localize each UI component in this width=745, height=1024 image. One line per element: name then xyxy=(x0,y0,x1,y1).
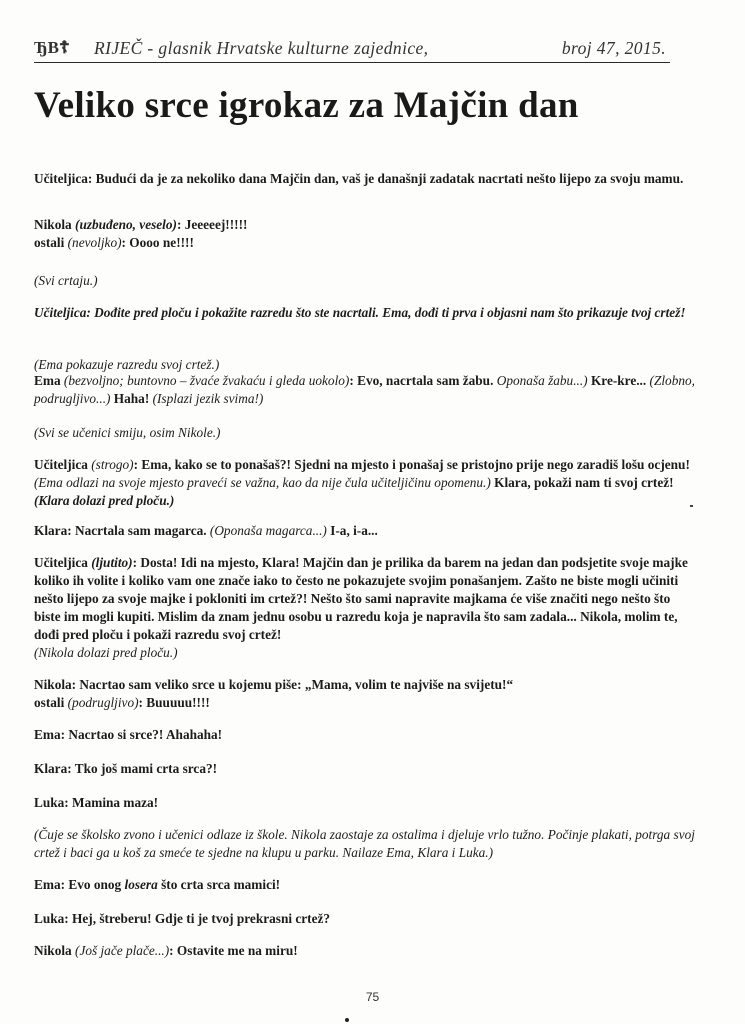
stage-direction: (uzbuđeno, veselo) xyxy=(75,217,177,232)
speaker-ema: Ema xyxy=(34,373,64,388)
page-number: 75 xyxy=(365,990,380,1004)
stage-direction: (Klara dolazi pred ploču.) xyxy=(34,493,175,508)
dialogue-text: : Buuuuu!!!! xyxy=(138,695,210,710)
dialogue-text: Kre-kre... xyxy=(590,373,650,388)
stage-direction: (bezvoljno; buntovno – žvaće žvakaću i gleda uokolo) xyxy=(63,373,350,388)
stage-direction: Oponaša žabu...) xyxy=(496,373,588,388)
line-ema-loser xyxy=(34,876,700,894)
line-klara-hearts: Klara: Tko još mami crta srca?! xyxy=(34,761,218,776)
dialogue-text: Klara, pokaži nam ti svoj crtež! xyxy=(494,475,674,490)
stage-direction: (Još jače plače...) xyxy=(75,943,170,958)
stage-direction-laughing: (Svi se učenici smiju, osim Nikole.) xyxy=(34,425,221,440)
speaker-teacher: Učiteljica xyxy=(34,555,92,570)
stage-direction: (Isplazi jezik svima!) xyxy=(152,391,264,406)
speaker-teacher: Učiteljica xyxy=(34,457,92,472)
emphasized-word: losera xyxy=(124,877,158,892)
line-others-reluctant xyxy=(34,234,700,252)
speaker-others: ostali xyxy=(34,695,68,710)
publication-name: RIJEČ - glasnik Hrvatske kulturne zajednice, xyxy=(94,38,429,58)
stage-direction-ema-shows: (Ema pokazuje razredu svoj crtež.) xyxy=(34,357,220,372)
stage-direction: (nevoljko) xyxy=(67,235,122,250)
stage-direction: (ljutito) xyxy=(91,555,133,570)
speaker-others: ostali xyxy=(34,235,68,250)
paragraph-teacher-angry xyxy=(34,554,700,644)
paragraph-klara-donkey xyxy=(34,522,700,540)
paragraph-teacher-call: Učiteljica: Dođite pred ploču i pokažite razredu što ste nacrtali. Ema, dođi ti prva i objasni nam što prikazuje tvoj crtež! xyxy=(34,305,686,320)
dialogue-text: Ema: Evo onog xyxy=(34,877,125,892)
stage-direction: (Oponaša magarca...) xyxy=(209,523,331,538)
line-luka-nerd: Luka: Hej, štreberu! Gdje ti je tvoj prekrasni crtež? xyxy=(34,911,331,926)
publication-logo: ЂВ☦ xyxy=(34,38,70,57)
dialogue-text: Klara: Nacrtala sam magarca. xyxy=(34,523,210,538)
dialogue-text: što crta srca mamici! xyxy=(157,877,281,892)
speaker-nikola: Nikola xyxy=(34,943,76,958)
line-others-mocking xyxy=(34,694,700,712)
stage-direction-drawing: (Svi crtaju.) xyxy=(34,273,98,288)
dialogue-text: Haha! xyxy=(113,391,153,406)
line-ema-laughs: Ema: Nacrtao si srce?! Ahahaha! xyxy=(34,727,223,742)
dialogue-text: : Dosta! Idi na mjesto, Klara! Majčin dan je prilika da barem na jedan dan podsjetite svoje majke koliko ih volite i koliko vam one znače iako to često ne pokazujete svojim ponašanjem. Zašto ne biste mogli učiniti nešto lijepo za svoje majke i pokloniti im crtež?! Nešto što sami napravite majkama će više značiti nego nešto što biste im mogli kupiti. Mislim da znam jednu osobu u razredu koja je napravila što sam zadala... Nikola, molim te, dođi pred ploču i pokaži razredu svoj crtež! xyxy=(34,555,688,642)
issue-number: broj 47, 2015. xyxy=(561,38,666,58)
line-nikola-heart: Nikola: Nacrtao sam veliko srce u kojemu piše: „Mama, volim te najviše na svijetu!“ xyxy=(34,677,514,692)
scan-speck xyxy=(690,505,693,507)
stage-direction-school-bell: (Čuje se školsko zvono i učenici odlaze iz škole. Nikola zaostaje za ostalima i djeluje vrlo tužno. Počinje plakati, potrga svoj crtež i baci ga u koš za smeće te sjedne na klupu u parku. Nailaze Ema, Klara i Luka.) xyxy=(34,827,695,860)
dialogue-text: : Evo, nacrtala sam žabu. xyxy=(349,373,497,388)
paragraph-teacher-intro: Učiteljica: Budući da je za nekoliko dana Majčin dan, vaš je današnji zadatak nacrtati nešto lijepo za svoju mamu. xyxy=(34,171,684,186)
line-luka-maza: Luka: Mamina maza! xyxy=(34,795,159,810)
page-header xyxy=(34,36,670,63)
dialogue-text: : Oooo ne!!!! xyxy=(121,235,194,250)
dialogue-text: : Ema, kako se to ponašaš?! Sjedni na mjesto i ponašaj se pristojno prije nego zaradiš lošu ocjenu! xyxy=(133,457,690,472)
dialogue-text: : Ostavite me na miru! xyxy=(169,943,298,958)
dialogue-text: : Jeeeeej!!!!! xyxy=(176,217,248,232)
stage-direction: (Zlobno, podrugljivo...) xyxy=(34,373,695,406)
scan-dot xyxy=(345,1018,349,1022)
stage-direction: (podrugljivo) xyxy=(67,695,139,710)
paragraph-ema-frog xyxy=(34,372,700,408)
line-nikola-crying xyxy=(34,942,700,960)
line-nikola-excited xyxy=(34,216,700,234)
dialogue-text: I-a, i-a... xyxy=(330,523,378,538)
stage-direction: (strogo) xyxy=(91,457,134,472)
article-title: Veliko srce igrokaz za Majčin dan xyxy=(34,85,579,126)
stage-direction: (Ema odlazi na svoje mjesto praveći se važna, kao da nije čula učiteljičinu opomenu.) xyxy=(34,475,495,490)
paragraph-teacher-strict xyxy=(34,456,700,510)
speaker-nikola: Nikola xyxy=(34,217,76,232)
stage-direction-nikola-comes: (Nikola dolazi pred ploču.) xyxy=(34,645,178,660)
